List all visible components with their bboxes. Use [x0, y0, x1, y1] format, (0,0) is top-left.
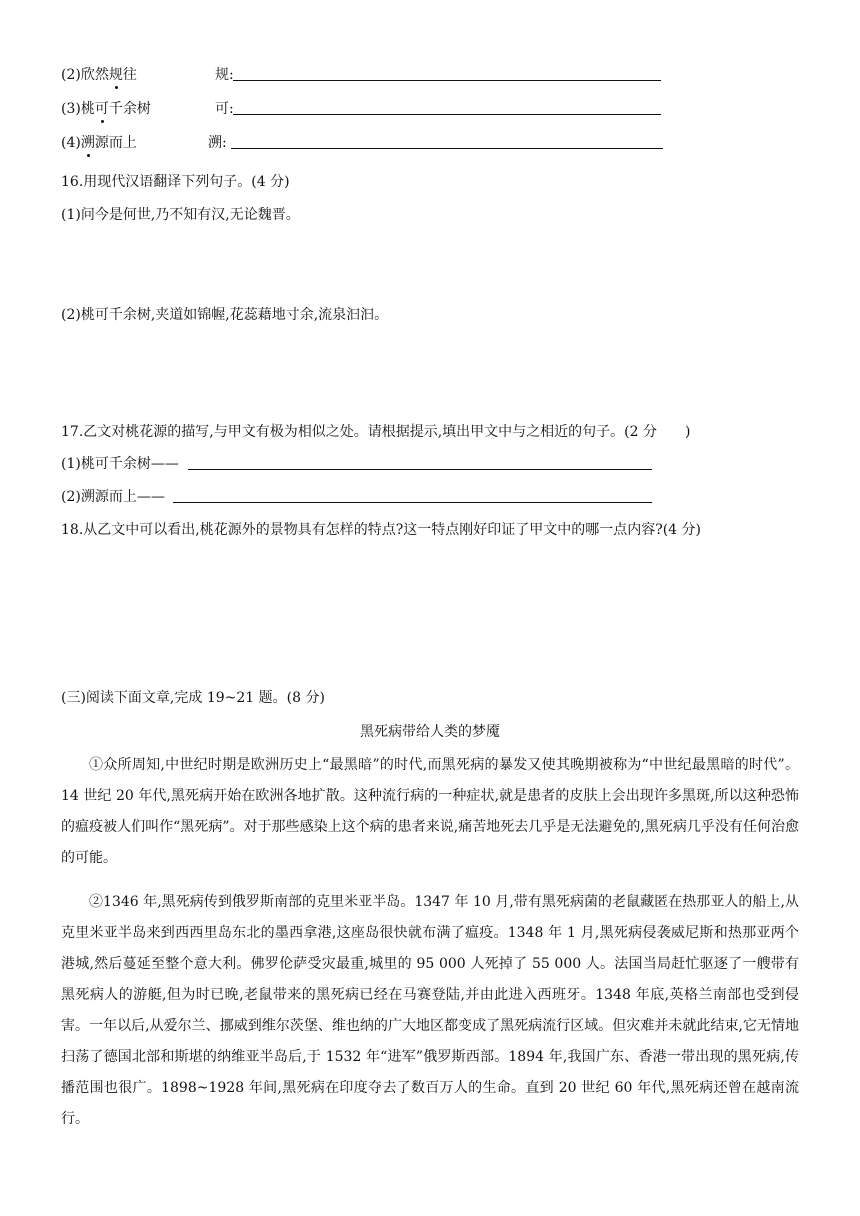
vocab-text-pre: 桃 — [80, 101, 95, 117]
emphasis-dot — [87, 154, 90, 157]
question-17-item-2: (2)溯源而上—— — [61, 489, 165, 505]
answer-line[interactable] — [188, 469, 652, 470]
answer-line[interactable] — [173, 502, 652, 503]
question-16-prompt: 16.用现代汉语翻译下列句子。(4 分) — [61, 174, 290, 190]
question-16-sentence-2: (2)桃可千余树,夹道如锦幄,花蕊藉地寸余,流泉汩汩。 — [61, 307, 389, 323]
answer-line[interactable] — [233, 114, 661, 115]
vocab-text-post: 源而上 — [94, 135, 137, 151]
vocab-number: (2) — [61, 67, 81, 83]
emphasis-dot — [115, 86, 118, 89]
vocab-target-label: 溯: — [208, 135, 227, 151]
vocab-item-3 — [61, 100, 151, 118]
emphasized-character: 规 — [109, 66, 123, 84]
section-3-heading: (三)阅读下面文章,完成 19~21 题。(8 分) — [61, 690, 325, 706]
article-paragraph-1: ①众所周知,中世纪时期是欧洲历史上“最黑暗”的时代,而黑死病的暴发又使其晚期被称为“中世纪最黑暗的时代”。14 世纪 20 年代,黑死病开始在欧洲各地扩散。这种流行病的一种症状,就是患者的皮肤上会出现许多黑斑,所以这种恐怖的瘟疫被人们叫作“黑死病”。对于那些感染上这个病的患者来说,痛苦地死去几乎是无法避免的,黑死病几乎没有任何治愈的可能。 — [61, 757, 799, 866]
vocab-target-label: 可: — [215, 101, 234, 117]
answer-line[interactable] — [233, 80, 661, 81]
article-title: 黑死病带给人类的梦魇 — [360, 724, 500, 740]
emphasized-character: 溯 — [81, 134, 95, 152]
vocab-text-post: 往 — [122, 67, 137, 83]
answer-line[interactable] — [231, 148, 663, 149]
question-18-prompt: 18.从乙文中可以看出,桃花源外的景物具有怎样的特点?这一特点刚好印证了甲文中的哪一点内容?(4 分) — [61, 522, 702, 538]
emphasis-dot — [101, 120, 104, 123]
emphasized-character: 可 — [95, 100, 109, 118]
vocab-text-pre: 欣然 — [80, 67, 109, 83]
vocab-number: (3) — [61, 101, 81, 117]
vocab-text-post: 千余树 — [108, 101, 151, 117]
question-17-prompt: 17.乙文对桃花源的描写,与甲文有极为相似之处。请根据提示,填出甲文中与之相近的句子。(2 分 ) — [61, 424, 691, 440]
question-16-sentence-1: (1)问今是何世,乃不知有汉,无论魏晋。 — [61, 207, 300, 223]
vocab-target-label: 规: — [215, 67, 234, 83]
vocab-number: (4) — [61, 135, 81, 151]
vocab-item-4 — [61, 134, 137, 152]
vocab-item-2 — [61, 66, 137, 84]
article-paragraph-2: ②1346 年,黑死病传到俄罗斯南部的克里米亚半岛。1347 年 10 月,带有黑死病菌的老鼠藏匿在热那亚人的船上,从克里米亚半岛来到西西里岛东北的墨西拿港,这座岛很快就布满了瘟疫。1348 年 1 月,黑死病侵袭威尼斯和热那亚两个港城,然后蔓延至整个意大利。佛罗伦萨受灾最重,城里的 95 000 人死掉了 55 000 人。法国当局赶忙驱逐了一艘带有黑死病人的游艇,但为时已晚,老鼠带来的黑死病已经在马赛登陆,并由此进入西班牙。1348 年底,英格兰南部也受到侵害。一年以后,从爱尔兰、挪威到维尔茨堡、维也纳的广大地区都变成了黑死病流行区域。但灾难并未就此结束,它无情地扫荡了德国北部和斯堪的纳维亚半岛后,于 1532 年“进军”俄罗斯西部。1894 年,我国广东、香港一带出现的黑死病,传播范围也很广。1898~1928 年间,黑死病在印度夺去了数百万人的生命。直到 20 世纪 60 年代,黑死病还曾在越南流行。 — [61, 894, 799, 1127]
question-17-item-1: (1)桃可千余树—— — [61, 456, 179, 472]
